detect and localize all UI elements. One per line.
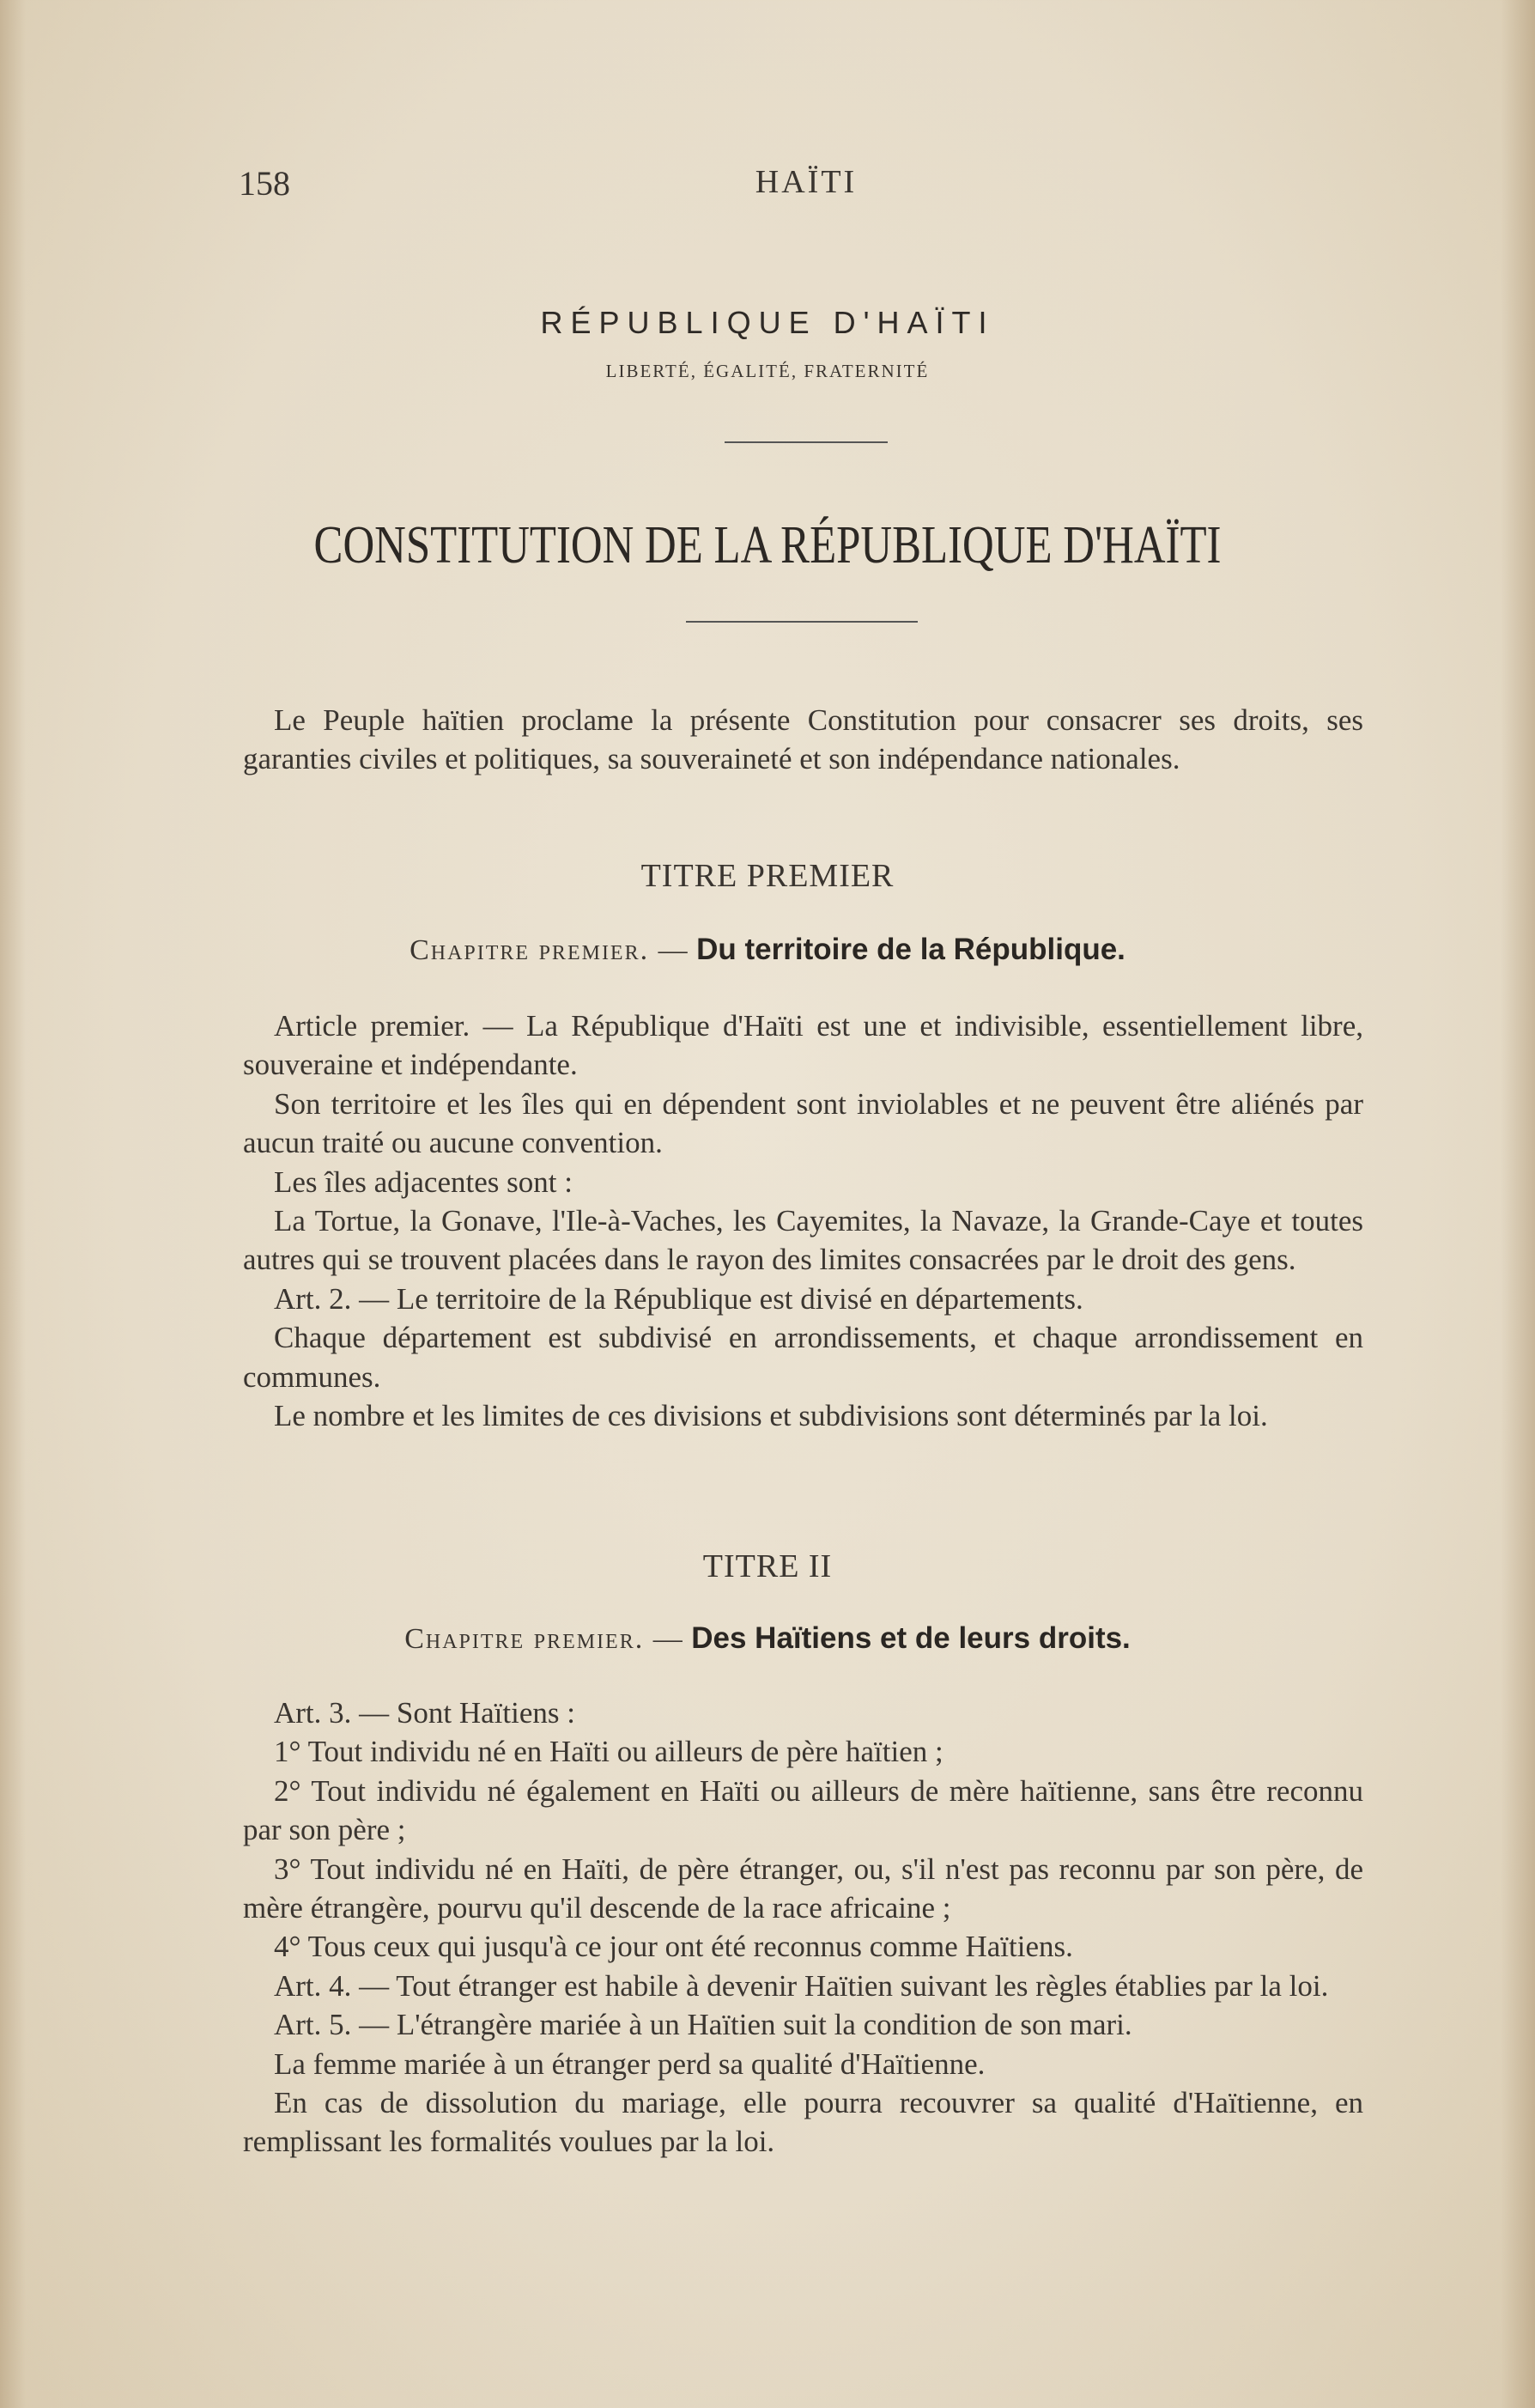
paragraph: La Tortue, la Gonave, l'Ile-à-Vaches, les Cayemites, la Navaze, la Grande-Caye et toutes autres qui se trouvent placées dans le rayon des limites consacrées par le droit des gens. — [243, 1204, 1363, 1277]
paragraph: Le nombre et les limites de ces divisions et subdivisions sont déterminés par la loi. — [274, 1399, 1268, 1433]
paragraph: Son territoire et les îles qui en dépendent sont inviolables et ne peuvent être aliénés par aucun traité ou aucune convention. — [243, 1086, 1363, 1160]
paragraph: 1° Tout individu né en Haïti ou ailleurs de père haïtien ; — [274, 1735, 943, 1769]
paragraph: En cas de dissolution du mariage, elle pourra recouvrer sa qualité d'Haïtienne, en remplissant les formalités voulues par la loi. — [243, 2086, 1363, 2159]
paragraph: Article premier. — La République d'Haïti est une et indivisible, essentiellement libre, souveraine et indépendante. — [243, 1009, 1363, 1082]
paragraph: 2° Tout individu né également en Haïti ou ailleurs de mère haïtienne, sans être reconnu par son père ; — [243, 1773, 1363, 1847]
document-title: CONSTITUTION DE LA RÉPUBLIQUE D'HAÏTI — [313, 516, 1222, 575]
divider — [725, 441, 888, 443]
running-head: HAÏTI — [755, 164, 858, 200]
divider — [686, 621, 918, 623]
republic-heading: RÉPUBLIQUE D'HAÏTI — [540, 305, 995, 340]
chapter-label: Chapitre premier. — — [404, 1623, 684, 1655]
paragraph: Les îles adjacentes sont : — [274, 1164, 573, 1199]
preamble — [243, 701, 1363, 779]
paragraph: Art. 3. — Sont Haïtiens : — [274, 1696, 575, 1730]
motto: LIBERTÉ, ÉGALITÉ, FRATERNITÉ — [605, 361, 930, 381]
chapter-label: Chapitre premier. — — [410, 934, 689, 966]
titre1-body — [243, 1006, 1363, 1435]
paragraph: 4° Tous ceux qui jusqu'à ce jour ont été reconnus comme Haïtiens. — [274, 1930, 1073, 1964]
chapter-title: Des Haïtiens et de leurs droits. — [691, 1621, 1131, 1655]
titre2-body — [243, 1694, 1363, 2162]
paragraph: La femme mariée à un étranger perd sa qualité d'Haïtienne. — [274, 2046, 986, 2081]
paragraph: 3° Tout individu né en Haïti, de père étranger, ou, s'il n'est pas reconnu par son père, de mère étrangère, pourvu qu'il descende de la race africaine ; — [243, 1852, 1363, 1925]
paragraph: Art. 2. — Le territoire de la République est divisé en départements. — [274, 1281, 1083, 1316]
chapter-heading — [0, 1621, 1535, 1656]
paragraph: Chaque département est subdivisé en arrondissements, et chaque arrondissement en communes. — [243, 1321, 1363, 1394]
titre-premier-heading: TITRE PREMIER — [640, 858, 895, 894]
page-number: 158 — [239, 164, 290, 203]
titre-ii-heading: TITRE II — [702, 1548, 833, 1584]
paragraph: Art. 5. — L'étrangère mariée à un Haïtien suit la condition de son mari. — [274, 2008, 1132, 2042]
chapter-title: Du territoire de la République. — [696, 933, 1125, 966]
chapter-heading — [0, 933, 1535, 967]
paragraph: Art. 4. — Tout étranger est habile à devenir Haïtien suivant les règles établies par la loi. — [274, 1968, 1329, 2003]
preamble-text: Le Peuple haïtien proclame la présente Constitution pour consacrer ses droits, ses garanties civiles et politiques, sa souveraineté et son indépendance nationales. — [243, 703, 1363, 776]
